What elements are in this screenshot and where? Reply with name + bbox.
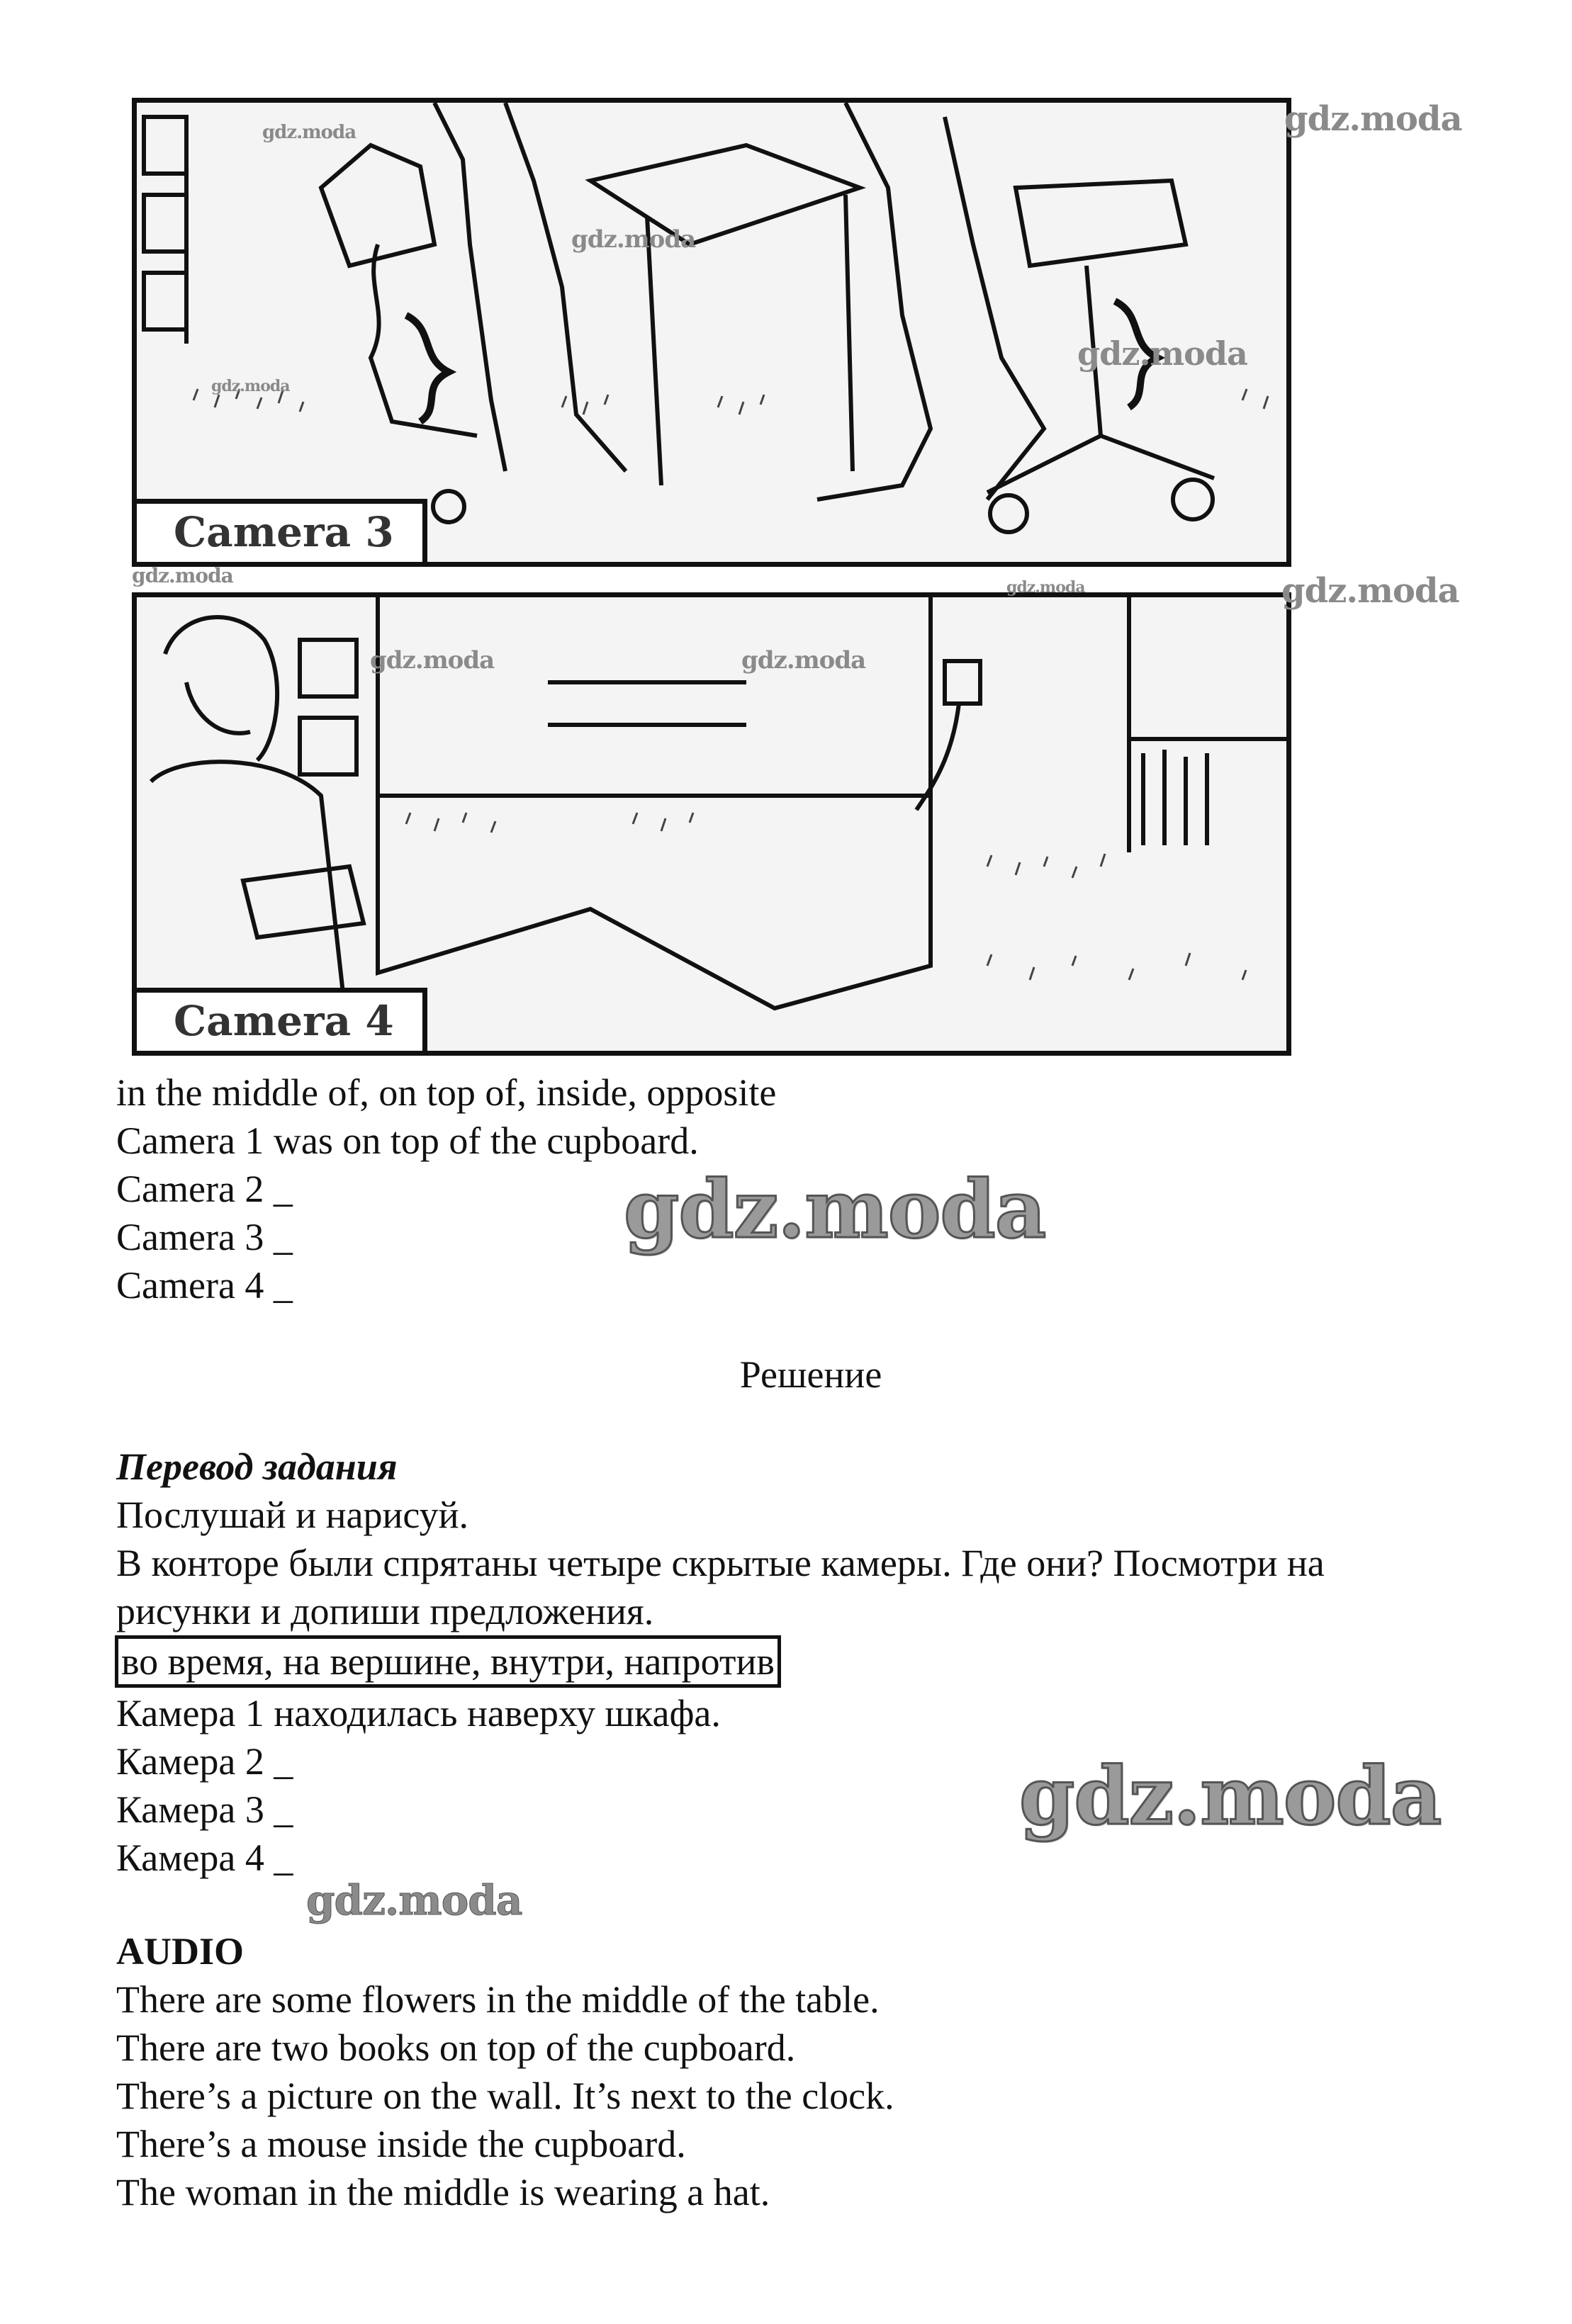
translation-line: Камера 4 _ (116, 1837, 293, 1879)
watermark: gdz.moda (306, 1876, 522, 1924)
watermark: gdz.moda (211, 377, 290, 395)
watermark: gdz.moda (262, 122, 356, 143)
audio-line: There’s a picture on the wall. It’s next to the clock. (116, 2075, 894, 2117)
translation-line: Камера 1 находилась наверху шкафа. (116, 1692, 721, 1734)
watermark: gdz.moda (571, 225, 696, 254)
audio-line: The woman in the middle is wearing a hat. (116, 2171, 770, 2213)
translation-instruction: В конторе были спрятаны четыре скрытые камеры. Где они? Посмотри на (116, 1542, 1325, 1584)
camera-3-label: Camera 3 (137, 499, 427, 562)
translation-instruction: рисунки и допиши предложения. (116, 1590, 654, 1632)
translation-line: Камера 3 _ (116, 1788, 293, 1831)
watermark: gdz.moda (1284, 99, 1462, 139)
watermark: gdz.moda (1077, 334, 1247, 373)
exercise-line: Camera 1 was on top of the cupboard. (116, 1119, 699, 1162)
watermark: gdz.moda (132, 564, 233, 587)
camera-4-illustration (132, 592, 1291, 1056)
watermark: gdz.moda (1006, 578, 1085, 597)
translation-instruction: Послушай и нарисуй. (116, 1494, 469, 1536)
watermark: gdz.moda (370, 646, 495, 675)
exercise-line: Camera 2 _ (116, 1168, 293, 1210)
watermark: gdz.moda (741, 646, 866, 675)
audio-line: There are some flowers in the middle of the table. (116, 1978, 880, 2021)
translation-heading: Перевод задания (116, 1445, 398, 1488)
translation-line: Камера 2 _ (116, 1740, 293, 1783)
translation-word-list-box: во время, на вершине, внутри, напротив (115, 1635, 781, 1688)
camera-3-illustration (132, 98, 1291, 567)
office-scene-woman-cupboard (137, 597, 1286, 1051)
exercise-line: Camera 4 _ (116, 1264, 293, 1307)
audio-heading: AUDIO (116, 1930, 245, 1973)
solution-heading: Решение (739, 1353, 882, 1396)
exercise-line: Camera 3 _ (116, 1216, 293, 1258)
watermark: gdz.moda (1019, 1750, 1442, 1843)
exercise-word-list: in the middle of, on top of, inside, opposite (116, 1071, 777, 1114)
office-scene-legs-chairs (137, 103, 1286, 562)
audio-line: There are two books on top of the cupboard. (116, 2026, 796, 2069)
watermark: gdz.moda (1281, 571, 1459, 611)
watermark: gdz.moda (624, 1163, 1046, 1256)
audio-line: There’s a mouse inside the cupboard. (116, 2123, 686, 2165)
camera-4-label: Camera 4 (137, 988, 427, 1051)
